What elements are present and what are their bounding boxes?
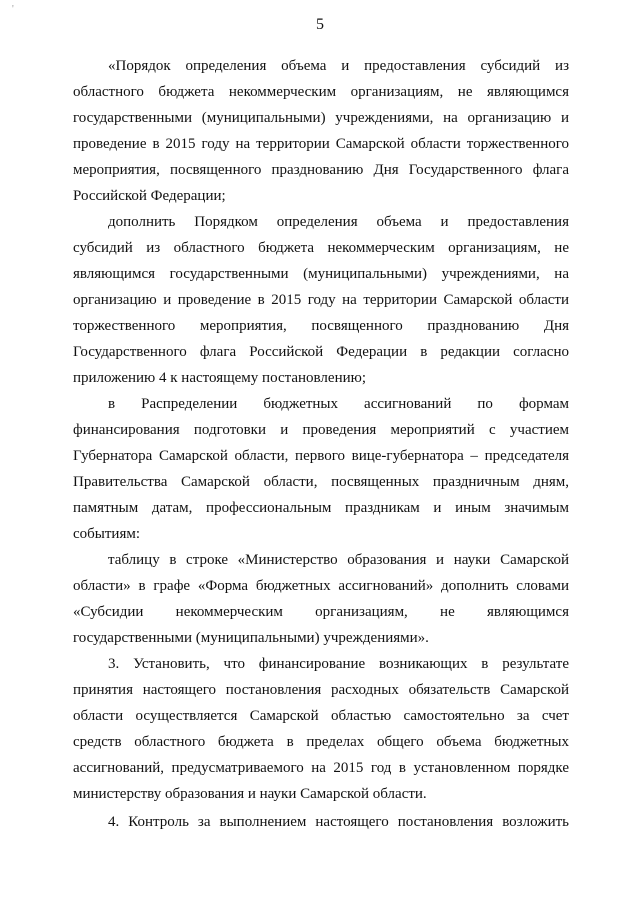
page-number: 5: [316, 16, 324, 33]
text-line: мероприятия, посвященного празднованию Дня Государственного флага: [73, 162, 569, 178]
text-line: министерству образования и науки Самарской области.: [73, 786, 427, 802]
text-line: государственными (муниципальными) учреждениями».: [73, 630, 429, 646]
text-line: таблицу в строке «Министерство образования и науки Самарской: [108, 552, 569, 568]
corner-mark: ': [12, 4, 14, 15]
text-line: Губернатора Самарской области, первого вице-губернатора – председателя: [73, 448, 569, 464]
text-line: средств областного бюджета в пределах общего объема бюджетных: [73, 734, 569, 750]
text-line: событиям:: [73, 526, 141, 542]
text-line: торжественного мероприятия, посвященного празднованию Дня: [73, 318, 569, 334]
text-line: субсидий из областного бюджета некоммерческим организациям, не: [73, 240, 569, 256]
text-line: государственными (муниципальными) учреждениями, на организацию и: [73, 110, 569, 126]
text-line: дополнить Порядком определения объема и предоставления: [108, 214, 569, 230]
text-line: памятным датам, профессиональным праздникам и иным значимым: [73, 500, 569, 516]
text-line: финансирования подготовки и проведения мероприятий с участием: [73, 422, 569, 438]
text-line: области» в графе «Форма бюджетных ассигнований» дополнить словами: [73, 578, 569, 594]
text-line: «Субсидии некоммерческим организациям, не являющимся: [73, 604, 569, 620]
text-line: в Распределении бюджетных ассигнований по формам: [108, 396, 569, 412]
text-line: 4. Контроль за выполнением настоящего постановления возложить: [108, 814, 569, 830]
text-line: Правительства Самарской области, посвященных праздничным дням,: [73, 474, 569, 490]
text-line: Государственного флага Российской Федерации в редакции согласно: [73, 344, 569, 360]
text-line: проведение в 2015 году на территории Самарской области торжественного: [73, 136, 569, 152]
text-line: организацию и проведение в 2015 году на территории Самарской области: [73, 292, 569, 308]
text-line: областного бюджета некоммерческим организациям, не являющимся: [73, 84, 569, 100]
text-line: Российской Федерации;: [73, 188, 226, 204]
text-line: являющимся государственными (муниципальными) учреждениями, на: [73, 266, 569, 282]
text-line: принятия настоящего постановления расходных обязательств Самарской: [73, 682, 569, 698]
text-line: 3. Установить, что финансирование возникающих в результате: [108, 656, 569, 672]
text-line: приложению 4 к настоящему постановлению;: [73, 370, 366, 386]
text-line: области осуществляется Самарской областью самостоятельно за счет: [73, 708, 569, 724]
text-line: ассигнований, предусматриваемого на 2015 год в установленном порядке: [73, 760, 569, 776]
text-line: «Порядок определения объема и предоставления субсидий из: [108, 58, 569, 74]
